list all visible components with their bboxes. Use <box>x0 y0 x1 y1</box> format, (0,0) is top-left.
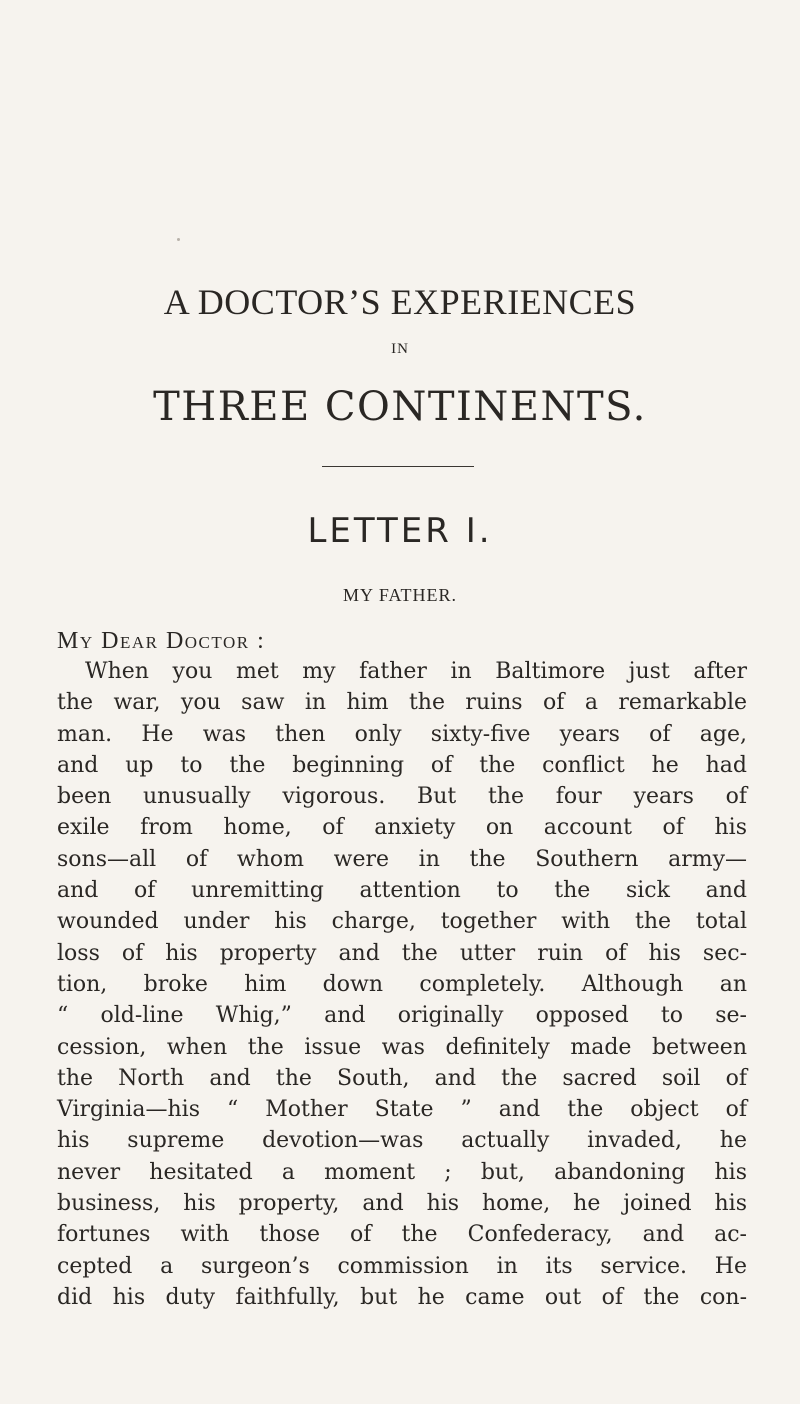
title-divider <box>322 466 474 467</box>
title-connector: IN <box>391 341 409 357</box>
text-line: cepted a surgeon’s commission in its service. He <box>57 1253 747 1279</box>
text-line: Virginia—his “ Mother State ” and the object of <box>57 1097 747 1123</box>
text-line: the North and the South, and the sacred soil of <box>57 1065 747 1091</box>
text-line: business, his property, and his home, he joined his <box>57 1191 747 1217</box>
text-line: wounded under his charge, together with the total <box>57 909 747 935</box>
text-line: man. He was then only sixty-five years of age, <box>57 721 747 747</box>
text-line: cession, when the issue was definitely made between <box>57 1034 747 1060</box>
letter-salutation: My Dear Doctor : <box>57 628 266 654</box>
chapter-heading: LETTER I. <box>307 511 493 551</box>
text-line: his supreme devotion—was actually invaded, he <box>57 1128 747 1154</box>
ink-speck <box>177 238 180 241</box>
text-line: fortunes with those of the Confederacy, and ac- <box>57 1222 747 1248</box>
text-line: did his duty faithfully, but he came out of the con- <box>57 1284 747 1310</box>
text-line: loss of his property and the utter ruin of his sec- <box>57 940 747 966</box>
text-line: and of unremitting attention to the sick and <box>57 878 747 904</box>
text-line: exile from home, of anxiety on account of his <box>57 815 747 841</box>
text-line: “ old-line Whig,” and originally opposed to se- <box>57 1003 747 1029</box>
text-line: When you met my father in Baltimore just after <box>85 659 747 684</box>
text-line: tion, broke him down completely. Although an <box>57 971 747 997</box>
book-title: A DOCTOR’S EXPERIENCES <box>163 282 637 322</box>
text-line: the war, you saw in him the ruins of a remarkable <box>57 690 747 716</box>
chapter-subtitle: MY FATHER. <box>342 585 457 605</box>
text-line: never hesitated a moment ; but, abandoning his <box>57 1159 747 1185</box>
text-line: sons—all of whom were in the Southern army— <box>57 846 747 872</box>
book-subtitle: THREE CONTINENTS. <box>153 384 647 430</box>
letter-body <box>57 656 747 1313</box>
text-line: and up to the beginning of the conflict he had <box>57 752 747 778</box>
text-line: been unusually vigorous. But the four years of <box>57 784 747 810</box>
